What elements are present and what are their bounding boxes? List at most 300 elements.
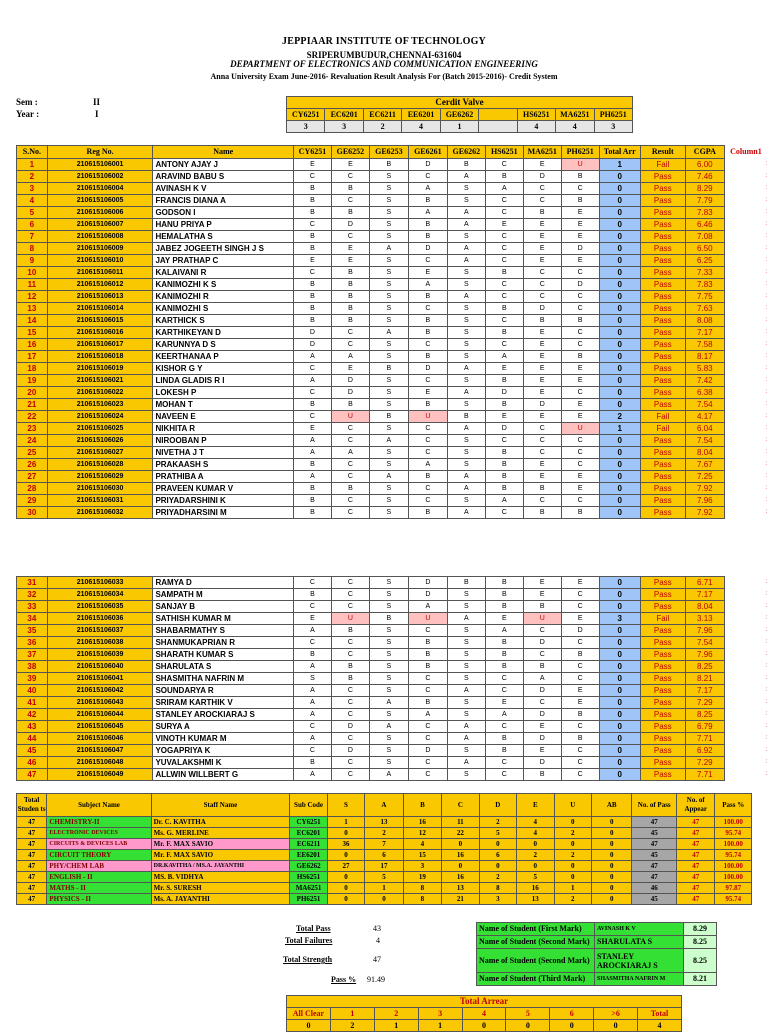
grade-cell: C — [293, 637, 331, 649]
result: Pass — [640, 601, 685, 613]
grade-cell: C — [331, 685, 369, 697]
student-name: VINOTH KUMAR M — [153, 733, 294, 745]
staff-name: Mr. F. MAX SAVIO — [151, 850, 290, 861]
grade-cell: D — [523, 757, 561, 769]
total-arrear: 0 — [599, 447, 640, 459]
table-row — [17, 733, 768, 745]
cgpa: 7.08 — [685, 231, 724, 243]
total-arrear: 3 — [599, 613, 640, 625]
grade-cell: S — [369, 637, 408, 649]
subject-row — [17, 817, 752, 828]
student-name: KARTHIKEYAN D — [153, 327, 294, 339]
table-row — [17, 769, 768, 781]
grade-count: 16 — [442, 872, 479, 883]
table-row — [17, 255, 768, 267]
total-arrear: 0 — [599, 721, 640, 733]
credit-table — [286, 96, 633, 133]
serial-number: 36 — [17, 637, 48, 649]
pass-percent: 95.74 — [715, 894, 752, 905]
toppers-table — [476, 922, 717, 986]
grade-count: 4 — [517, 817, 554, 828]
table-row — [17, 649, 768, 661]
grade-cell: C — [561, 745, 599, 757]
institute-title: JEPPIAAR INSTITUTE OF TECHNOLOGY — [282, 36, 486, 47]
grade-cell: A — [447, 471, 485, 483]
cgpa: 7.79 — [685, 195, 724, 207]
grade-count: 8 — [403, 883, 441, 894]
column1: : — [765, 425, 767, 431]
grade-cell: A — [293, 447, 331, 459]
grade-cell: B — [369, 613, 408, 625]
serial-number: 12 — [17, 291, 48, 303]
cgpa: 8.29 — [685, 183, 724, 195]
credit-title: Cerdit Valve — [287, 97, 633, 109]
total-arrear: 0 — [599, 507, 640, 519]
register-number: 210615106001 — [47, 159, 153, 171]
grade-count: 8 — [479, 883, 516, 894]
grade-cell: C — [331, 471, 369, 483]
total-students: 47 — [17, 850, 47, 861]
grade-cell: S — [369, 757, 408, 769]
cgpa: 7.54 — [685, 399, 724, 411]
total-arrear: 1 — [599, 159, 640, 171]
grade-cell: C — [293, 387, 331, 399]
grade-cell: B — [485, 375, 523, 387]
grade-cell: S — [447, 435, 485, 447]
grade-cell: B — [485, 637, 523, 649]
grade-cell: B — [293, 207, 331, 219]
grade-cell: E — [561, 363, 599, 375]
register-number: 210615106015 — [47, 315, 153, 327]
grade-cell: E — [561, 231, 599, 243]
arrear-header: All Clear — [287, 1008, 331, 1020]
cgpa: 8.04 — [685, 447, 724, 459]
subject-code: HS6251 — [290, 872, 327, 883]
serial-number: 10 — [17, 267, 48, 279]
total-arrear: 0 — [599, 291, 640, 303]
total-arrear: 2 — [599, 411, 640, 423]
grade-cell: C — [408, 171, 447, 183]
serial-number: 26 — [17, 459, 48, 471]
number-of-appear: 47 — [676, 894, 714, 905]
serial-number: 5 — [17, 207, 48, 219]
grade-cell: B — [331, 399, 369, 411]
grade-cell: C — [331, 339, 369, 351]
grade-count: 15 — [403, 850, 441, 861]
grade-count: 0 — [554, 817, 591, 828]
student-name: SHARATH KUMAR S — [153, 649, 294, 661]
grade-cell: C — [485, 685, 523, 697]
grade-count: 6 — [365, 850, 403, 861]
topper-label: Name of Student (Second Mark) — [477, 949, 595, 973]
column1: : — [765, 639, 767, 645]
topper-label: Name of Student (Third Mark) — [477, 973, 595, 986]
serial-number: 8 — [17, 243, 48, 255]
column1: : — [765, 579, 767, 585]
staff-name: Ms. G. MERLINE — [151, 828, 290, 839]
grade-count: 2 — [365, 828, 403, 839]
arrear-header: 3 — [418, 1008, 462, 1020]
grade-cell: B — [485, 471, 523, 483]
arrear-header: 5 — [506, 1008, 550, 1020]
grade-cell: B — [523, 207, 561, 219]
column1: : — [765, 281, 767, 287]
column1: : — [765, 497, 767, 503]
total-students: 47 — [17, 828, 47, 839]
grade-cell: C — [331, 733, 369, 745]
cgpa: 8.21 — [685, 673, 724, 685]
grade-cell: B — [331, 279, 369, 291]
column-header: GE6262 — [447, 146, 485, 159]
student-name: KARUNNYA D S — [153, 339, 294, 351]
grade-cell: C — [408, 721, 447, 733]
grade-cell: D — [331, 721, 369, 733]
register-number: 210615106016 — [47, 327, 153, 339]
grade-cell: E — [523, 375, 561, 387]
grade-count: 3 — [479, 894, 516, 905]
grade-count: 12 — [403, 828, 441, 839]
staff-name: Mr. S. SURESH — [151, 883, 290, 894]
register-number: 210615106014 — [47, 303, 153, 315]
number-of-pass: 46 — [632, 883, 677, 894]
column1: : — [765, 687, 767, 693]
column1: : — [765, 437, 767, 443]
total-students: 47 — [17, 894, 47, 905]
total-students: 47 — [17, 861, 47, 872]
serial-number: 41 — [17, 697, 48, 709]
table-row — [17, 423, 768, 435]
grade-count: 4 — [517, 828, 554, 839]
grade-cell: E — [293, 255, 331, 267]
subject-row — [17, 894, 752, 905]
result: Pass — [640, 267, 685, 279]
table-row — [17, 745, 768, 757]
table-row — [17, 243, 768, 255]
grade-cell: C — [408, 435, 447, 447]
register-number: 210615106010 — [47, 255, 153, 267]
register-number: 210615106043 — [47, 697, 153, 709]
student-name: LINDA GLADIS R I — [153, 375, 294, 387]
subject-column-header: Staff Name — [151, 794, 290, 817]
student-name: JAY PRATHAP C — [153, 255, 294, 267]
grade-cell: C — [561, 661, 599, 673]
grade-cell: U — [331, 411, 369, 423]
grade-count: 2 — [554, 828, 591, 839]
register-number: 210615106021 — [47, 375, 153, 387]
total-arrear: 0 — [599, 279, 640, 291]
grade-cell: E — [523, 231, 561, 243]
grade-cell: C — [523, 291, 561, 303]
arrear-value: 4 — [638, 1020, 682, 1032]
column1: : — [765, 269, 767, 275]
cgpa: 8.25 — [685, 661, 724, 673]
grade-cell: E — [523, 159, 561, 171]
credit-code: EC6201 — [325, 109, 363, 121]
grade-cell: D — [408, 159, 447, 171]
grade-cell: A — [408, 709, 447, 721]
grade-count: 0 — [591, 861, 631, 872]
result: Pass — [640, 435, 685, 447]
serial-number: 37 — [17, 649, 48, 661]
register-number: 210615106037 — [47, 625, 153, 637]
grade-cell: B — [293, 183, 331, 195]
subject-column-header: E — [517, 794, 554, 817]
grade-cell: E — [485, 219, 523, 231]
subject-code: EE6201 — [290, 850, 327, 861]
grade-cell: D — [293, 339, 331, 351]
grade-cell: A — [293, 685, 331, 697]
grade-cell: A — [293, 375, 331, 387]
register-number: 210615106019 — [47, 363, 153, 375]
serial-number: 30 — [17, 507, 48, 519]
student-name: SHANMUKAPRIAN R — [153, 637, 294, 649]
grade-cell: S — [369, 255, 408, 267]
grade-count: 0 — [517, 839, 554, 850]
grade-cell: E — [523, 363, 561, 375]
subject-name: CIRCUIT THEORY — [47, 850, 151, 861]
table-row — [17, 507, 768, 519]
subject-name: ELECTRONIC DEVICES — [47, 828, 151, 839]
serial-number: 28 — [17, 483, 48, 495]
grade-cell: A — [293, 769, 331, 781]
result: Pass — [640, 471, 685, 483]
grade-cell: S — [447, 495, 485, 507]
credit-value: 4 — [402, 121, 440, 133]
arrear-header: 2 — [374, 1008, 418, 1020]
grade-cell: A — [447, 219, 485, 231]
grade-cell: C — [523, 649, 561, 661]
grade-cell: B — [447, 577, 485, 589]
grade-cell: B — [369, 411, 408, 423]
result: Pass — [640, 387, 685, 399]
grade-cell: B — [408, 291, 447, 303]
arrear-value: 0 — [462, 1020, 506, 1032]
grade-cell: B — [331, 673, 369, 685]
serial-number: 42 — [17, 709, 48, 721]
table-row — [17, 757, 768, 769]
subject-name: MATHS - II — [47, 883, 151, 894]
register-number: 210615106045 — [47, 721, 153, 733]
grade-cell: B — [293, 231, 331, 243]
grade-cell: B — [369, 363, 408, 375]
subject-name: ENGLISH - II — [47, 872, 151, 883]
grade-cell: E — [485, 411, 523, 423]
total-students: 47 — [17, 839, 47, 850]
register-number: 210615106049 — [47, 769, 153, 781]
cgpa: 6.79 — [685, 721, 724, 733]
grade-cell: C — [523, 625, 561, 637]
grade-count: 16 — [517, 883, 554, 894]
total-arrear: 0 — [599, 709, 640, 721]
grade-cell: B — [561, 709, 599, 721]
table-row — [17, 685, 768, 697]
grade-cell: A — [485, 351, 523, 363]
grade-cell: B — [331, 183, 369, 195]
grade-count: 0 — [327, 850, 364, 861]
grade-cell: S — [369, 279, 408, 291]
grade-cell: C — [485, 721, 523, 733]
grade-cell: D — [561, 243, 599, 255]
result: Pass — [640, 207, 685, 219]
grade-count: 0 — [327, 883, 364, 894]
grade-cell: B — [485, 447, 523, 459]
cgpa: 7.54 — [685, 435, 724, 447]
grade-cell: S — [447, 673, 485, 685]
serial-number: 23 — [17, 423, 48, 435]
table-row — [17, 577, 768, 589]
cgpa: 7.17 — [685, 685, 724, 697]
topper-name: AVINASH K V — [595, 923, 684, 936]
serial-number: 20 — [17, 387, 48, 399]
grade-cell: S — [369, 219, 408, 231]
register-number: 210615106041 — [47, 673, 153, 685]
table-row — [17, 231, 768, 243]
grade-cell: S — [369, 387, 408, 399]
grade-cell: D — [523, 685, 561, 697]
register-number: 210615106040 — [47, 661, 153, 673]
grade-cell: C — [331, 171, 369, 183]
column-header: HS6251 — [485, 146, 523, 159]
grade-cell: C — [561, 589, 599, 601]
grade-cell: C — [485, 159, 523, 171]
grade-cell: C — [331, 423, 369, 435]
grade-count: 2 — [554, 894, 591, 905]
student-name: KANIMOZHI R — [153, 291, 294, 303]
grade-cell: A — [369, 697, 408, 709]
grade-cell: D — [523, 171, 561, 183]
grade-cell: D — [523, 303, 561, 315]
result: Pass — [640, 661, 685, 673]
grade-cell: B — [523, 315, 561, 327]
grade-cell: E — [523, 745, 561, 757]
grade-count: 0 — [479, 861, 516, 872]
credit-value: 4 — [556, 121, 594, 133]
subject-code: MA6251 — [290, 883, 327, 894]
grade-cell: C — [331, 231, 369, 243]
grade-count: 4 — [403, 839, 441, 850]
grade-cell: C — [293, 363, 331, 375]
grade-cell: A — [447, 721, 485, 733]
grade-count: 0 — [591, 883, 631, 894]
grade-cell: S — [369, 351, 408, 363]
grade-cell: B — [408, 471, 447, 483]
serial-number: 16 — [17, 339, 48, 351]
grade-cell: C — [561, 459, 599, 471]
student-name: NIROOBAN P — [153, 435, 294, 447]
column-header: MA6251 — [523, 146, 561, 159]
column1: : — [765, 627, 767, 633]
grade-cell: C — [408, 303, 447, 315]
student-name: MOHAN T — [153, 399, 294, 411]
student-name: ANTONY AJAY J — [153, 159, 294, 171]
column1: : — [765, 473, 767, 479]
table-row — [17, 351, 768, 363]
grade-cell: U — [408, 411, 447, 423]
student-name: KALAIVANI R — [153, 267, 294, 279]
register-number: 210615106042 — [47, 685, 153, 697]
grade-count: 8 — [403, 894, 441, 905]
serial-number: 21 — [17, 399, 48, 411]
grade-cell: S — [369, 483, 408, 495]
grade-cell: A — [447, 171, 485, 183]
subject-row — [17, 828, 752, 839]
grade-cell: C — [523, 435, 561, 447]
serial-number: 46 — [17, 757, 48, 769]
grade-cell: S — [447, 315, 485, 327]
subject-name: PHYSICS - II — [47, 894, 151, 905]
grade-cell: B — [408, 507, 447, 519]
subject-column-header: AB — [591, 794, 631, 817]
grade-cell: B — [408, 661, 447, 673]
grade-cell: B — [293, 279, 331, 291]
column1: : — [765, 485, 767, 491]
grade-cell: C — [331, 327, 369, 339]
table-row — [17, 303, 768, 315]
grade-cell: E — [561, 255, 599, 267]
grade-cell: B — [293, 291, 331, 303]
register-number: 210615106033 — [47, 577, 153, 589]
grade-cell: B — [293, 589, 331, 601]
cgpa: 6.71 — [685, 577, 724, 589]
grade-cell: C — [523, 697, 561, 709]
grade-cell: S — [447, 351, 485, 363]
grade-cell: E — [523, 219, 561, 231]
staff-name: Ms. A. JAYANTHI — [151, 894, 290, 905]
total-arrear: 0 — [599, 471, 640, 483]
table-row — [17, 375, 768, 387]
serial-number: 38 — [17, 661, 48, 673]
column1: : — [765, 365, 767, 371]
cgpa: 8.25 — [685, 709, 724, 721]
column1: : — [765, 603, 767, 609]
table-row — [17, 495, 768, 507]
table-row — [17, 709, 768, 721]
grade-cell: C — [561, 721, 599, 733]
serial-number: 6 — [17, 219, 48, 231]
credit-code — [479, 109, 517, 121]
grade-cell: C — [293, 171, 331, 183]
grade-count: 13 — [365, 817, 403, 828]
arrear-value: 0 — [550, 1020, 594, 1032]
serial-number: 44 — [17, 733, 48, 745]
grade-cell: C — [561, 435, 599, 447]
grade-cell: A — [447, 733, 485, 745]
grade-cell: D — [331, 219, 369, 231]
arrear-header: 4 — [462, 1008, 506, 1020]
grade-count: 16 — [403, 817, 441, 828]
total-arrear: 0 — [599, 601, 640, 613]
year-label: Year : — [16, 109, 40, 119]
serial-number: 33 — [17, 601, 48, 613]
cgpa: 7.92 — [685, 507, 724, 519]
column-header: Reg No. — [47, 146, 153, 159]
grade-cell: B — [485, 327, 523, 339]
grade-cell: C — [485, 315, 523, 327]
subject-name: CIRCUITS & DEVICES LAB — [47, 839, 151, 850]
grade-cell: B — [485, 577, 523, 589]
cgpa: 7.29 — [685, 697, 724, 709]
staff-name: Dr. C. KAVITHA — [151, 817, 290, 828]
grade-cell: S — [447, 375, 485, 387]
grade-cell: A — [447, 613, 485, 625]
grade-cell: B — [293, 649, 331, 661]
serial-number: 35 — [17, 625, 48, 637]
pass-percent: 100.00 — [715, 817, 752, 828]
grade-cell: B — [561, 315, 599, 327]
student-name: YOGAPRIYA K — [153, 745, 294, 757]
number-of-appear: 47 — [676, 828, 714, 839]
arrear-table — [286, 995, 682, 1032]
